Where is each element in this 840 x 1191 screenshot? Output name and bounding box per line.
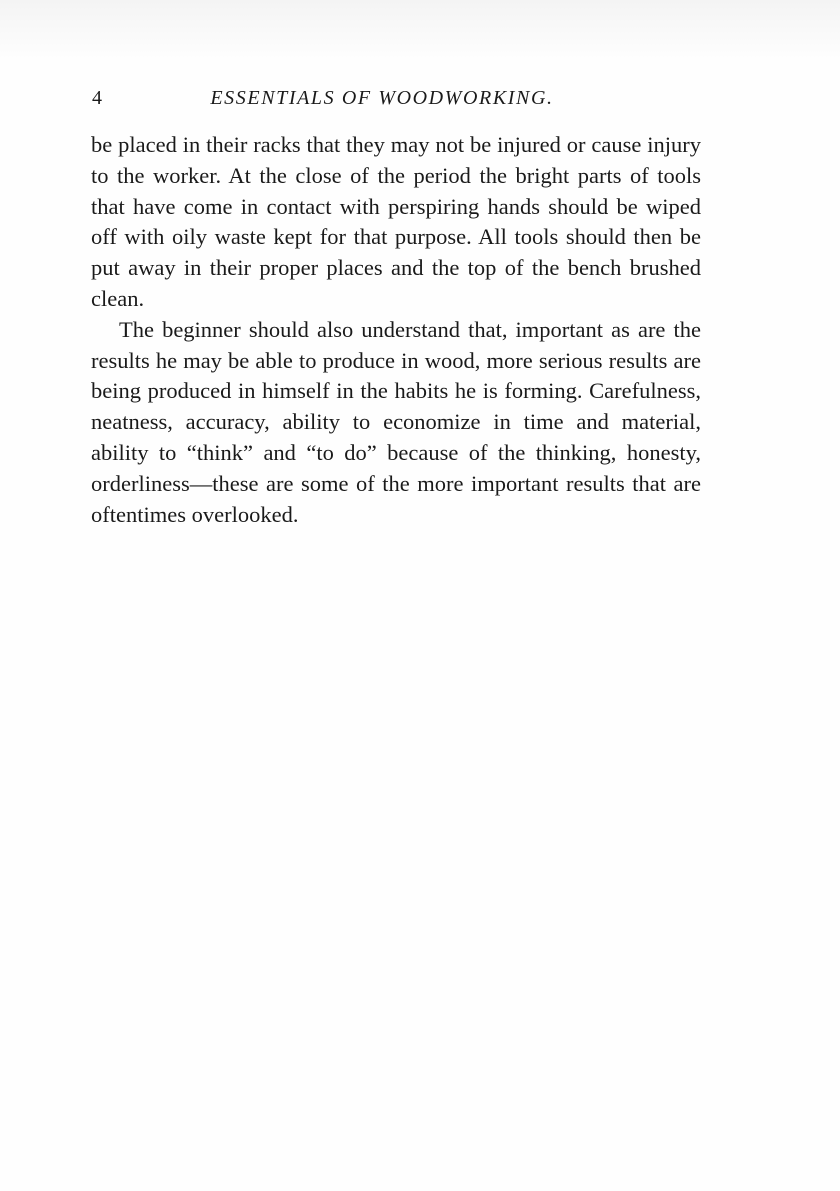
- paragraph-continued: be placed in their racks that they may not be injured or cause injury to the worker. At the close of the period the bright parts of tools that have come in contact with perspiring hands should be wiped off with oily waste kept for that purpose. All tools should then be put away in their proper places and the top of the bench brushed clean.: [91, 132, 701, 311]
- running-title: ESSENTIALS OF WOODWORKING.: [210, 87, 554, 109]
- body-text: [91, 130, 701, 530]
- page-header: [92, 84, 702, 112]
- paragraph-beginner: The beginner should also understand that, important as are the results he may be able to produce in wood, more serious results are being produced in himself in the habits he is forming. Carefulness, neatness, accuracy, ability to economize in time and material, ability to “think” and “to do” because of the thinking, honesty, orderliness—these are some of the more important results that are oftentimes overlooked.: [91, 316, 701, 527]
- scan-shadow: [0, 0, 840, 60]
- page-number: 4: [92, 87, 102, 109]
